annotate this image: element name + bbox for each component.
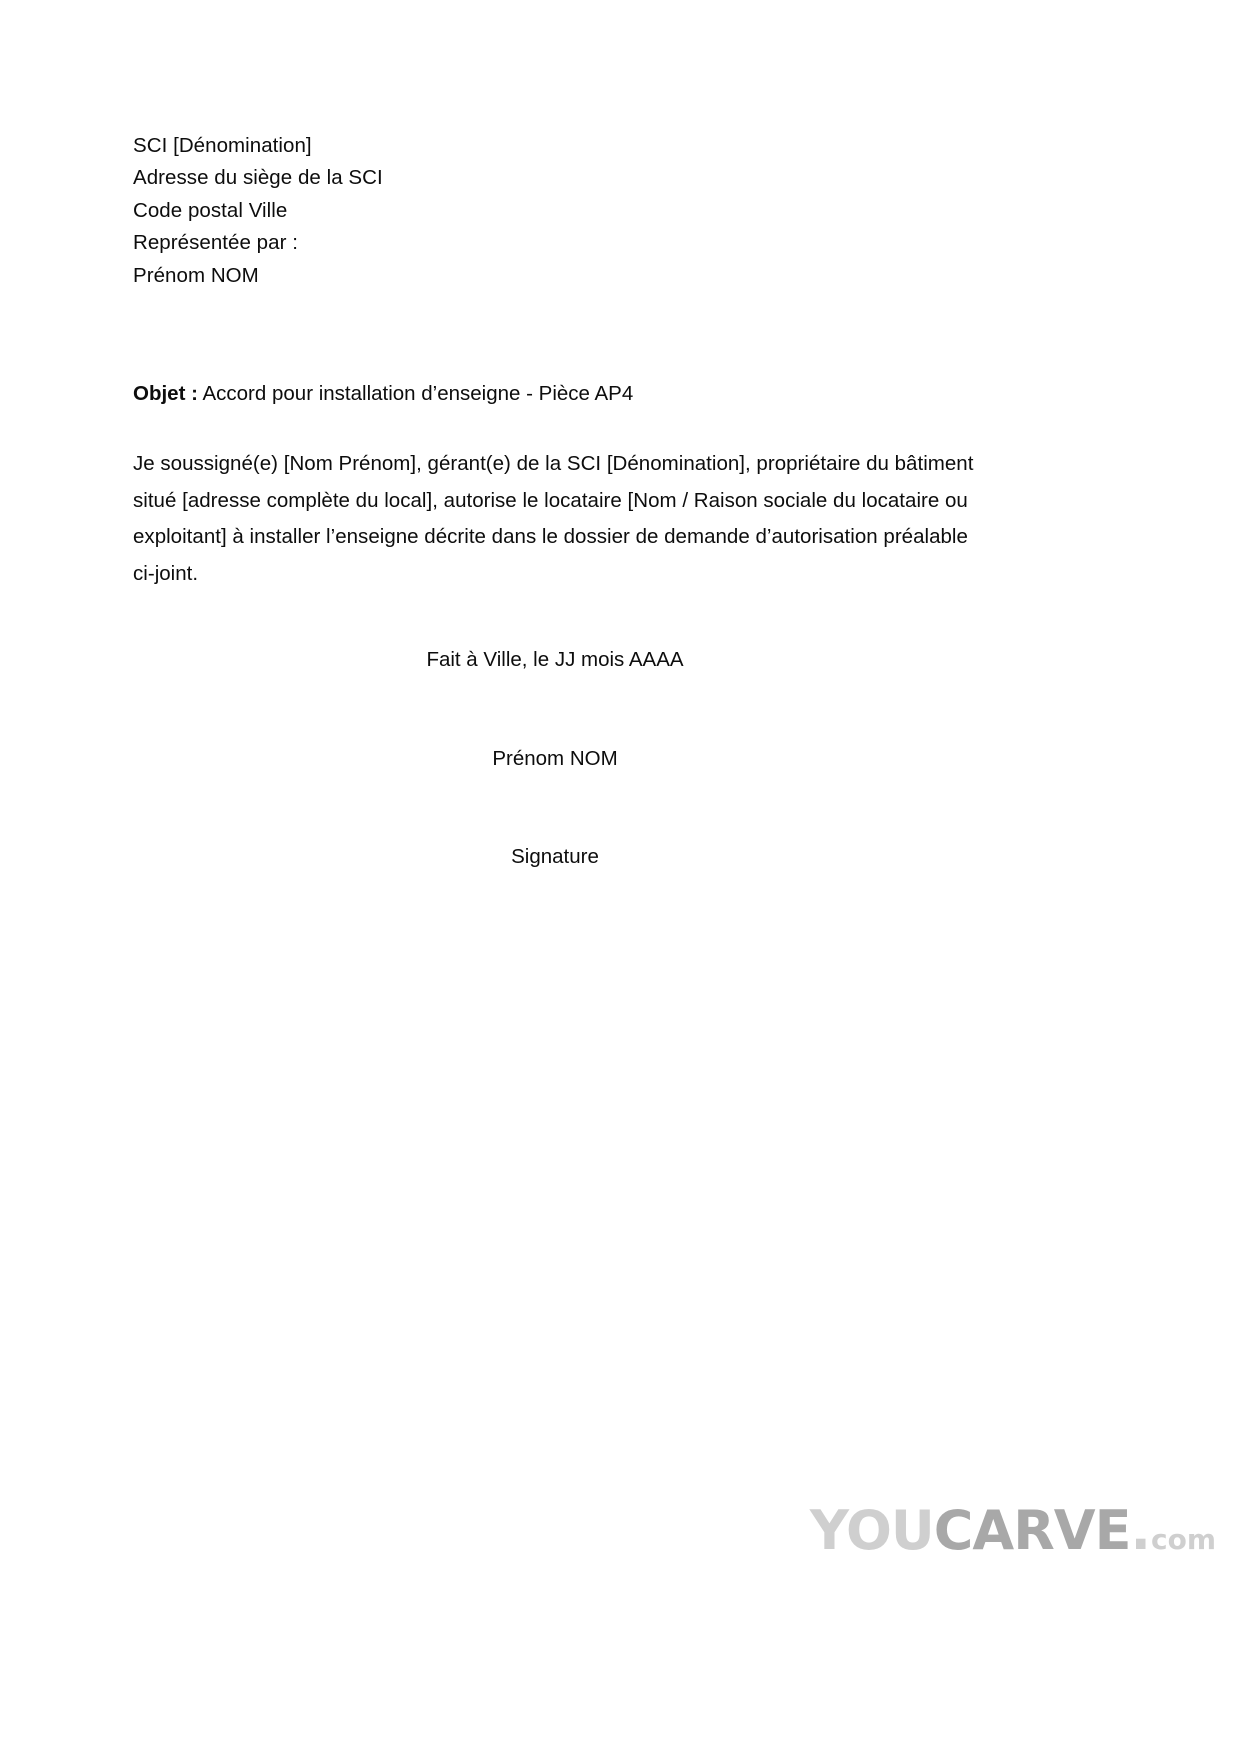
subject-text: Accord pour installation d’enseigne - Pièce AP4 [197,382,634,405]
body-paragraph [133,446,985,592]
subject-label: Objet : [133,382,198,405]
signature-label-text: Signature [511,845,599,868]
watermark-com: com [1150,1523,1216,1556]
body-line-3: exploitant] à installer l’enseigne décrite dans le dossier de demande d’autorisation préalable [133,525,968,549]
closing-signer-name [0,744,1240,774]
sender-line-address: Adresse du siège de la SCI [133,166,383,190]
sender-line-represented: Représentée par : [133,231,298,255]
body-line-1: Je soussigné(e) [Nom Prénom], gérant(e) de la SCI [Dénomination], propriétaire du bâtiment [133,452,974,475]
closing-signer-name-text: Prénom NOM [492,747,618,770]
body-line-2: situé [adresse complète du local], autorise le locataire [Nom / Raison sociale du locataire ou [133,488,968,512]
subject-line [133,378,633,410]
signature-label [0,842,1240,872]
body-line-4: ci-joint. [133,561,199,585]
closing-place-date-text: Fait à Ville, le JJ mois AAAA [426,648,684,671]
sender-line-postal-city: Code postal Ville [133,198,288,222]
sender-address-block [133,130,833,292]
youcarve-watermark-logo [809,1499,1216,1562]
sender-line-person-name: Prénom NOM [133,263,259,287]
watermark-you: YOU [809,1499,934,1562]
closing-place-date [0,645,1240,675]
watermark-carve: CARVE [933,1499,1131,1562]
sender-line-company: SCI [Dénomination] [133,134,312,157]
watermark-dot: . [1130,1499,1150,1562]
